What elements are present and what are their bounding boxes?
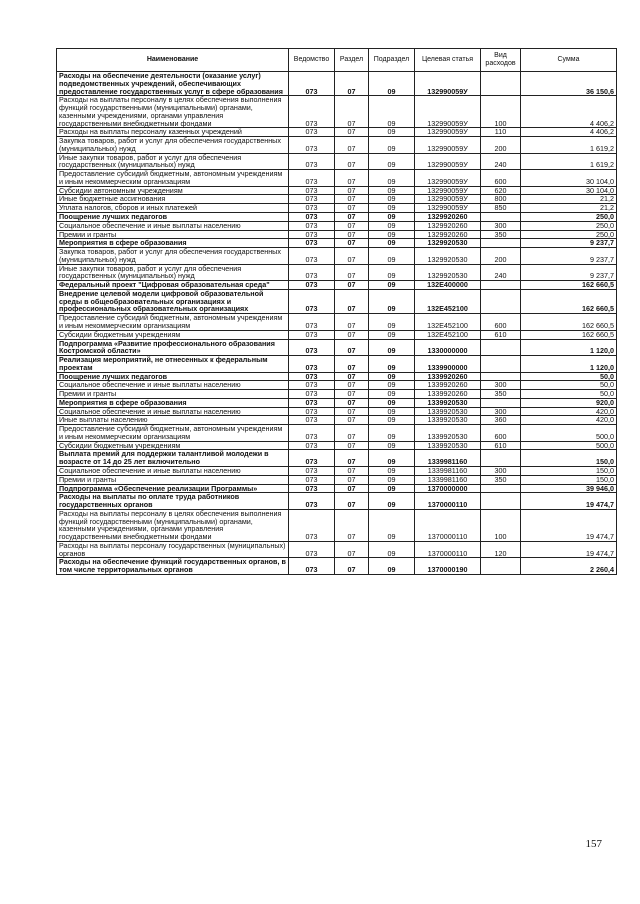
header-expense-type: Вид расходов: [481, 49, 521, 72]
cell-vedomstvo: 073: [289, 264, 335, 281]
cell-expense-type: [481, 339, 521, 356]
cell-expense-type: 600: [481, 425, 521, 442]
cell-razdel: 07: [335, 390, 369, 399]
cell-sum: 420,0: [521, 407, 617, 416]
cell-target-article: 1329920530: [415, 239, 481, 248]
cell-podrazdel: 09: [369, 466, 415, 475]
cell-target-article: 132990059У: [415, 128, 481, 137]
cell-vedomstvo: 073: [289, 466, 335, 475]
cell-sum: 1 619,2: [521, 153, 617, 170]
cell-name: Расходы на обеспечение деятельности (оказание услуг) подведомственных учреждений, обеспечивающих предоставление государственных услуг в сфере образования: [57, 72, 289, 96]
cell-target-article: 1370000190: [415, 558, 481, 575]
cell-expense-type: 240: [481, 153, 521, 170]
cell-vedomstvo: 073: [289, 195, 335, 204]
cell-podrazdel: 09: [369, 72, 415, 96]
table-row: [57, 450, 617, 467]
cell-podrazdel: 09: [369, 314, 415, 331]
cell-razdel: 07: [335, 137, 369, 154]
cell-target-article: 1329920530: [415, 264, 481, 281]
budget-table: [56, 48, 617, 575]
table-row: [57, 466, 617, 475]
cell-sum: 500,0: [521, 441, 617, 450]
cell-expense-type: 350: [481, 390, 521, 399]
cell-target-article: 1339920260: [415, 372, 481, 381]
cell-sum: 50,0: [521, 381, 617, 390]
cell-razdel: 07: [335, 475, 369, 484]
cell-name: Расходы на выплаты персоналу в целях обеспечения выполнения функций государственными (муниципальными) органами, казенными учреждениями, органами управления государственными внебюджетными фондами: [57, 96, 289, 128]
header-razdel: Раздел: [335, 49, 369, 72]
cell-razdel: 07: [335, 398, 369, 407]
cell-name: Социальное обеспечение и иные выплаты населению: [57, 221, 289, 230]
table-header-row: [57, 49, 617, 72]
cell-name: Иные закупки товаров, работ и услуг для обеспечения государственных (муниципальных) нужд: [57, 153, 289, 170]
cell-vedomstvo: 073: [289, 541, 335, 558]
cell-name: Предоставление субсидий бюджетным, автономным учреждениям и иным некоммерческим организациям: [57, 170, 289, 187]
cell-razdel: 07: [335, 416, 369, 425]
cell-name: Мероприятия в сфере образования: [57, 239, 289, 248]
cell-target-article: 1370000110: [415, 541, 481, 558]
cell-expense-type: 800: [481, 195, 521, 204]
cell-razdel: 07: [335, 153, 369, 170]
cell-name: Закупка товаров, работ и услуг для обеспечения государственных (муниципальных) нужд: [57, 248, 289, 265]
cell-name: Мероприятия в сфере образования: [57, 398, 289, 407]
cell-vedomstvo: 073: [289, 416, 335, 425]
table-row: [57, 381, 617, 390]
table-row: [57, 475, 617, 484]
cell-vedomstvo: 073: [289, 475, 335, 484]
cell-target-article: 1370000000: [415, 484, 481, 493]
cell-name: Расходы на обеспечение функций государственных органов, в том числе территориальных органов: [57, 558, 289, 575]
cell-expense-type: 300: [481, 407, 521, 416]
cell-vedomstvo: 073: [289, 398, 335, 407]
cell-razdel: 07: [335, 221, 369, 230]
cell-razdel: 07: [335, 281, 369, 290]
cell-razdel: 07: [335, 372, 369, 381]
cell-sum: 1 619,2: [521, 137, 617, 154]
cell-razdel: 07: [335, 264, 369, 281]
cell-podrazdel: 09: [369, 356, 415, 373]
cell-target-article: 132E400000: [415, 281, 481, 290]
cell-podrazdel: 09: [369, 221, 415, 230]
cell-name: Социальное обеспечение и иные выплаты населению: [57, 381, 289, 390]
cell-sum: 1 120,0: [521, 339, 617, 356]
cell-podrazdel: 09: [369, 289, 415, 313]
cell-target-article: 132E452100: [415, 330, 481, 339]
cell-target-article: 132990059У: [415, 72, 481, 96]
cell-target-article: 132990059У: [415, 137, 481, 154]
cell-sum: 250,0: [521, 213, 617, 222]
cell-sum: 9 237,7: [521, 264, 617, 281]
cell-target-article: 1329920260: [415, 213, 481, 222]
cell-expense-type: 620: [481, 186, 521, 195]
cell-razdel: 07: [335, 441, 369, 450]
cell-expense-type: 240: [481, 264, 521, 281]
table-row: [57, 153, 617, 170]
cell-name: Расходы на выплаты персоналу государственных (муниципальных) органов: [57, 541, 289, 558]
cell-target-article: 1339981160: [415, 475, 481, 484]
header-sum: Сумма: [521, 49, 617, 72]
cell-target-article: 132990059У: [415, 96, 481, 128]
cell-expense-type: 300: [481, 381, 521, 390]
cell-expense-type: 610: [481, 330, 521, 339]
cell-sum: 162 660,5: [521, 314, 617, 331]
cell-vedomstvo: 073: [289, 381, 335, 390]
cell-razdel: 07: [335, 466, 369, 475]
cell-razdel: 07: [335, 289, 369, 313]
cell-name: Социальное обеспечение и иные выплаты населению: [57, 466, 289, 475]
table-row: [57, 314, 617, 331]
cell-vedomstvo: 073: [289, 96, 335, 128]
cell-expense-type: 850: [481, 204, 521, 213]
cell-name: Подпрограмма «Развитие профессионального образования Костромской области»: [57, 339, 289, 356]
cell-name: Социальное обеспечение и иные выплаты населению: [57, 407, 289, 416]
cell-sum: 150,0: [521, 466, 617, 475]
cell-podrazdel: 09: [369, 195, 415, 204]
cell-target-article: 1339981160: [415, 450, 481, 467]
table-row: [57, 425, 617, 442]
cell-expense-type: 600: [481, 170, 521, 187]
cell-podrazdel: 09: [369, 96, 415, 128]
table-row: [57, 339, 617, 356]
cell-target-article: 1339920530: [415, 398, 481, 407]
cell-podrazdel: 09: [369, 204, 415, 213]
cell-name: Субсидии бюджетным учреждениям: [57, 441, 289, 450]
cell-podrazdel: 09: [369, 153, 415, 170]
cell-target-article: 1330000000: [415, 339, 481, 356]
cell-podrazdel: 09: [369, 213, 415, 222]
cell-expense-type: 100: [481, 509, 521, 541]
cell-target-article: 132E452100: [415, 314, 481, 331]
cell-podrazdel: 09: [369, 390, 415, 399]
cell-name: Расходы на выплаты персоналу в целях обеспечения выполнения функций государственными (муниципальными) органами, казенными учреждениями, органами управления государственными внебюджетными фондами: [57, 509, 289, 541]
cell-expense-type: [481, 484, 521, 493]
cell-target-article: 1339920260: [415, 390, 481, 399]
cell-sum: 162 660,5: [521, 330, 617, 339]
cell-vedomstvo: 073: [289, 170, 335, 187]
cell-vedomstvo: 073: [289, 509, 335, 541]
cell-vedomstvo: 073: [289, 450, 335, 467]
cell-vedomstvo: 073: [289, 441, 335, 450]
cell-podrazdel: 09: [369, 186, 415, 195]
cell-vedomstvo: 073: [289, 153, 335, 170]
cell-podrazdel: 09: [369, 339, 415, 356]
cell-name: Реализация мероприятий, не отнесенных к федеральным проектам: [57, 356, 289, 373]
cell-expense-type: 300: [481, 466, 521, 475]
cell-razdel: 07: [335, 239, 369, 248]
cell-podrazdel: 09: [369, 509, 415, 541]
cell-expense-type: [481, 398, 521, 407]
cell-expense-type: [481, 289, 521, 313]
cell-razdel: 07: [335, 541, 369, 558]
cell-vedomstvo: 073: [289, 137, 335, 154]
cell-name: Подпрограмма «Обеспечение реализации Программы»: [57, 484, 289, 493]
cell-razdel: 07: [335, 230, 369, 239]
cell-name: Поощрение лучших педагогов: [57, 213, 289, 222]
cell-target-article: 1329920530: [415, 248, 481, 265]
cell-name: Иные бюджетные ассигнования: [57, 195, 289, 204]
cell-podrazdel: 09: [369, 281, 415, 290]
cell-podrazdel: 09: [369, 450, 415, 467]
cell-vedomstvo: 073: [289, 204, 335, 213]
cell-expense-type: [481, 450, 521, 467]
table-row: [57, 213, 617, 222]
cell-razdel: 07: [335, 170, 369, 187]
cell-vedomstvo: 073: [289, 339, 335, 356]
table-row: [57, 541, 617, 558]
header-target-article: Целевая статья: [415, 49, 481, 72]
cell-vedomstvo: 073: [289, 186, 335, 195]
cell-sum: 500,0: [521, 425, 617, 442]
cell-razdel: 07: [335, 96, 369, 128]
cell-expense-type: [481, 356, 521, 373]
cell-razdel: 07: [335, 248, 369, 265]
cell-podrazdel: 09: [369, 475, 415, 484]
cell-name: Премии и гранты: [57, 475, 289, 484]
cell-podrazdel: 09: [369, 407, 415, 416]
cell-podrazdel: 09: [369, 484, 415, 493]
cell-sum: 30 104,0: [521, 170, 617, 187]
cell-vedomstvo: 073: [289, 372, 335, 381]
cell-target-article: 132990059У: [415, 186, 481, 195]
cell-razdel: 07: [335, 195, 369, 204]
cell-expense-type: 350: [481, 230, 521, 239]
cell-vedomstvo: 073: [289, 72, 335, 96]
cell-podrazdel: 09: [369, 137, 415, 154]
cell-vedomstvo: 073: [289, 356, 335, 373]
cell-name: Расходы на выплаты по оплате труда работников государственных органов: [57, 493, 289, 510]
cell-podrazdel: 09: [369, 330, 415, 339]
cell-podrazdel: 09: [369, 558, 415, 575]
cell-target-article: 132990059У: [415, 153, 481, 170]
cell-expense-type: 200: [481, 137, 521, 154]
cell-podrazdel: 09: [369, 398, 415, 407]
cell-name: Иные закупки товаров, работ и услуг для обеспечения государственных (муниципальных) нужд: [57, 264, 289, 281]
table-row: [57, 558, 617, 575]
cell-razdel: 07: [335, 356, 369, 373]
cell-target-article: 1339920260: [415, 381, 481, 390]
header-podrazdel: Подраздел: [369, 49, 415, 72]
cell-razdel: 07: [335, 558, 369, 575]
cell-expense-type: 360: [481, 416, 521, 425]
cell-podrazdel: 09: [369, 441, 415, 450]
cell-sum: 162 660,5: [521, 289, 617, 313]
cell-name: Федеральный проект "Цифровая образовательная среда": [57, 281, 289, 290]
cell-expense-type: 110: [481, 128, 521, 137]
cell-expense-type: [481, 281, 521, 290]
cell-podrazdel: 09: [369, 239, 415, 248]
cell-target-article: 1329920260: [415, 221, 481, 230]
cell-target-article: 1339920530: [415, 416, 481, 425]
cell-razdel: 07: [335, 509, 369, 541]
table-row: [57, 72, 617, 96]
cell-expense-type: [481, 239, 521, 248]
cell-name: Внедрение целевой модели цифровой образовательной среды в общеобразовательных организациях и профессиональных образовательных организациях: [57, 289, 289, 313]
cell-razdel: 07: [335, 493, 369, 510]
cell-target-article: 1370000110: [415, 509, 481, 541]
cell-vedomstvo: 073: [289, 289, 335, 313]
cell-podrazdel: 09: [369, 170, 415, 187]
cell-vedomstvo: 073: [289, 425, 335, 442]
table-row: [57, 170, 617, 187]
cell-expense-type: [481, 213, 521, 222]
cell-sum: 9 237,7: [521, 239, 617, 248]
cell-sum: 30 104,0: [521, 186, 617, 195]
cell-name: Предоставление субсидий бюджетным, автономным учреждениям и иным некоммерческим организациям: [57, 425, 289, 442]
cell-sum: 4 406,2: [521, 128, 617, 137]
cell-target-article: 132990059У: [415, 195, 481, 204]
page-number: 157: [585, 838, 602, 850]
cell-vedomstvo: 073: [289, 407, 335, 416]
cell-sum: 420,0: [521, 416, 617, 425]
cell-target-article: 1370000110: [415, 493, 481, 510]
cell-name: Предоставление субсидий бюджетным, автономным учреждениям и иным некоммерческим организациям: [57, 314, 289, 331]
cell-name: Субсидии бюджетным учреждениям: [57, 330, 289, 339]
cell-name: Закупка товаров, работ и услуг для обеспечения государственных (муниципальных) нужд: [57, 137, 289, 154]
cell-target-article: 1329920260: [415, 230, 481, 239]
cell-podrazdel: 09: [369, 425, 415, 442]
cell-razdel: 07: [335, 450, 369, 467]
cell-name: Премии и гранты: [57, 390, 289, 399]
cell-sum: 19 474,7: [521, 493, 617, 510]
cell-target-article: 1339900000: [415, 356, 481, 373]
cell-target-article: 1339920530: [415, 407, 481, 416]
cell-razdel: 07: [335, 339, 369, 356]
table-row: [57, 221, 617, 230]
cell-sum: 50,0: [521, 390, 617, 399]
cell-sum: 920,0: [521, 398, 617, 407]
cell-razdel: 07: [335, 407, 369, 416]
cell-vedomstvo: 073: [289, 213, 335, 222]
cell-podrazdel: 09: [369, 248, 415, 265]
cell-razdel: 07: [335, 72, 369, 96]
cell-sum: 36 150,6: [521, 72, 617, 96]
table-row: [57, 493, 617, 510]
cell-podrazdel: 09: [369, 381, 415, 390]
cell-razdel: 07: [335, 128, 369, 137]
cell-expense-type: [481, 493, 521, 510]
cell-sum: 250,0: [521, 230, 617, 239]
cell-vedomstvo: 073: [289, 390, 335, 399]
cell-target-article: 132990059У: [415, 170, 481, 187]
cell-sum: 39 946,0: [521, 484, 617, 493]
cell-sum: 9 237,7: [521, 248, 617, 265]
cell-sum: 19 474,7: [521, 541, 617, 558]
cell-target-article: 1339920530: [415, 441, 481, 450]
table-row: [57, 264, 617, 281]
table-row: [57, 330, 617, 339]
cell-vedomstvo: 073: [289, 239, 335, 248]
cell-sum: 21,2: [521, 204, 617, 213]
cell-sum: 19 474,7: [521, 509, 617, 541]
cell-expense-type: 100: [481, 96, 521, 128]
cell-name: Уплата налогов, сборов и иных платежей: [57, 204, 289, 213]
cell-vedomstvo: 073: [289, 128, 335, 137]
cell-expense-type: 300: [481, 221, 521, 230]
cell-sum: 150,0: [521, 450, 617, 467]
cell-expense-type: 610: [481, 441, 521, 450]
table-row: [57, 248, 617, 265]
cell-expense-type: [481, 558, 521, 575]
table-row: [57, 96, 617, 128]
cell-expense-type: 600: [481, 314, 521, 331]
cell-expense-type: [481, 72, 521, 96]
cell-sum: 162 660,5: [521, 281, 617, 290]
cell-vedomstvo: 073: [289, 230, 335, 239]
cell-sum: 1 120,0: [521, 356, 617, 373]
header-vedomstvo: Ведомство: [289, 49, 335, 72]
cell-podrazdel: 09: [369, 416, 415, 425]
cell-target-article: 132E452100: [415, 289, 481, 313]
cell-expense-type: 350: [481, 475, 521, 484]
cell-sum: 150,0: [521, 475, 617, 484]
cell-vedomstvo: 073: [289, 248, 335, 265]
cell-name: Выплата премий для поддержки талантливой молодежи в возрасте от 14 до 25 лет включительно: [57, 450, 289, 467]
cell-target-article: 1339920530: [415, 425, 481, 442]
cell-vedomstvo: 073: [289, 484, 335, 493]
cell-razdel: 07: [335, 381, 369, 390]
cell-razdel: 07: [335, 213, 369, 222]
cell-sum: 21,2: [521, 195, 617, 204]
cell-sum: 50,0: [521, 372, 617, 381]
cell-razdel: 07: [335, 484, 369, 493]
cell-razdel: 07: [335, 314, 369, 331]
cell-vedomstvo: 073: [289, 558, 335, 575]
cell-name: Иные выплаты населению: [57, 416, 289, 425]
cell-expense-type: 120: [481, 541, 521, 558]
table-row: [57, 398, 617, 407]
cell-podrazdel: 09: [369, 230, 415, 239]
cell-expense-type: 200: [481, 248, 521, 265]
cell-razdel: 07: [335, 330, 369, 339]
cell-name: Субсидии автономным учреждениям: [57, 186, 289, 195]
document-page: [56, 48, 616, 575]
cell-razdel: 07: [335, 186, 369, 195]
cell-podrazdel: 09: [369, 493, 415, 510]
cell-razdel: 07: [335, 204, 369, 213]
cell-target-article: 132990059У: [415, 204, 481, 213]
cell-name: Расходы на выплаты персоналу казенных учреждений: [57, 128, 289, 137]
table-row: [57, 137, 617, 154]
cell-podrazdel: 09: [369, 372, 415, 381]
cell-vedomstvo: 073: [289, 493, 335, 510]
cell-podrazdel: 09: [369, 541, 415, 558]
cell-vedomstvo: 073: [289, 314, 335, 331]
table-row: [57, 509, 617, 541]
table-row: [57, 356, 617, 373]
cell-sum: 2 260,4: [521, 558, 617, 575]
header-name: Наименование: [57, 49, 289, 72]
cell-name: Поощрение лучших педагогов: [57, 372, 289, 381]
cell-vedomstvo: 073: [289, 330, 335, 339]
cell-target-article: 1339981160: [415, 466, 481, 475]
cell-vedomstvo: 073: [289, 281, 335, 290]
table-body: [57, 72, 617, 575]
cell-sum: 250,0: [521, 221, 617, 230]
cell-vedomstvo: 073: [289, 221, 335, 230]
cell-name: Премии и гранты: [57, 230, 289, 239]
cell-razdel: 07: [335, 425, 369, 442]
table-row: [57, 289, 617, 313]
cell-podrazdel: 09: [369, 264, 415, 281]
cell-podrazdel: 09: [369, 128, 415, 137]
cell-sum: 4 406,2: [521, 96, 617, 128]
